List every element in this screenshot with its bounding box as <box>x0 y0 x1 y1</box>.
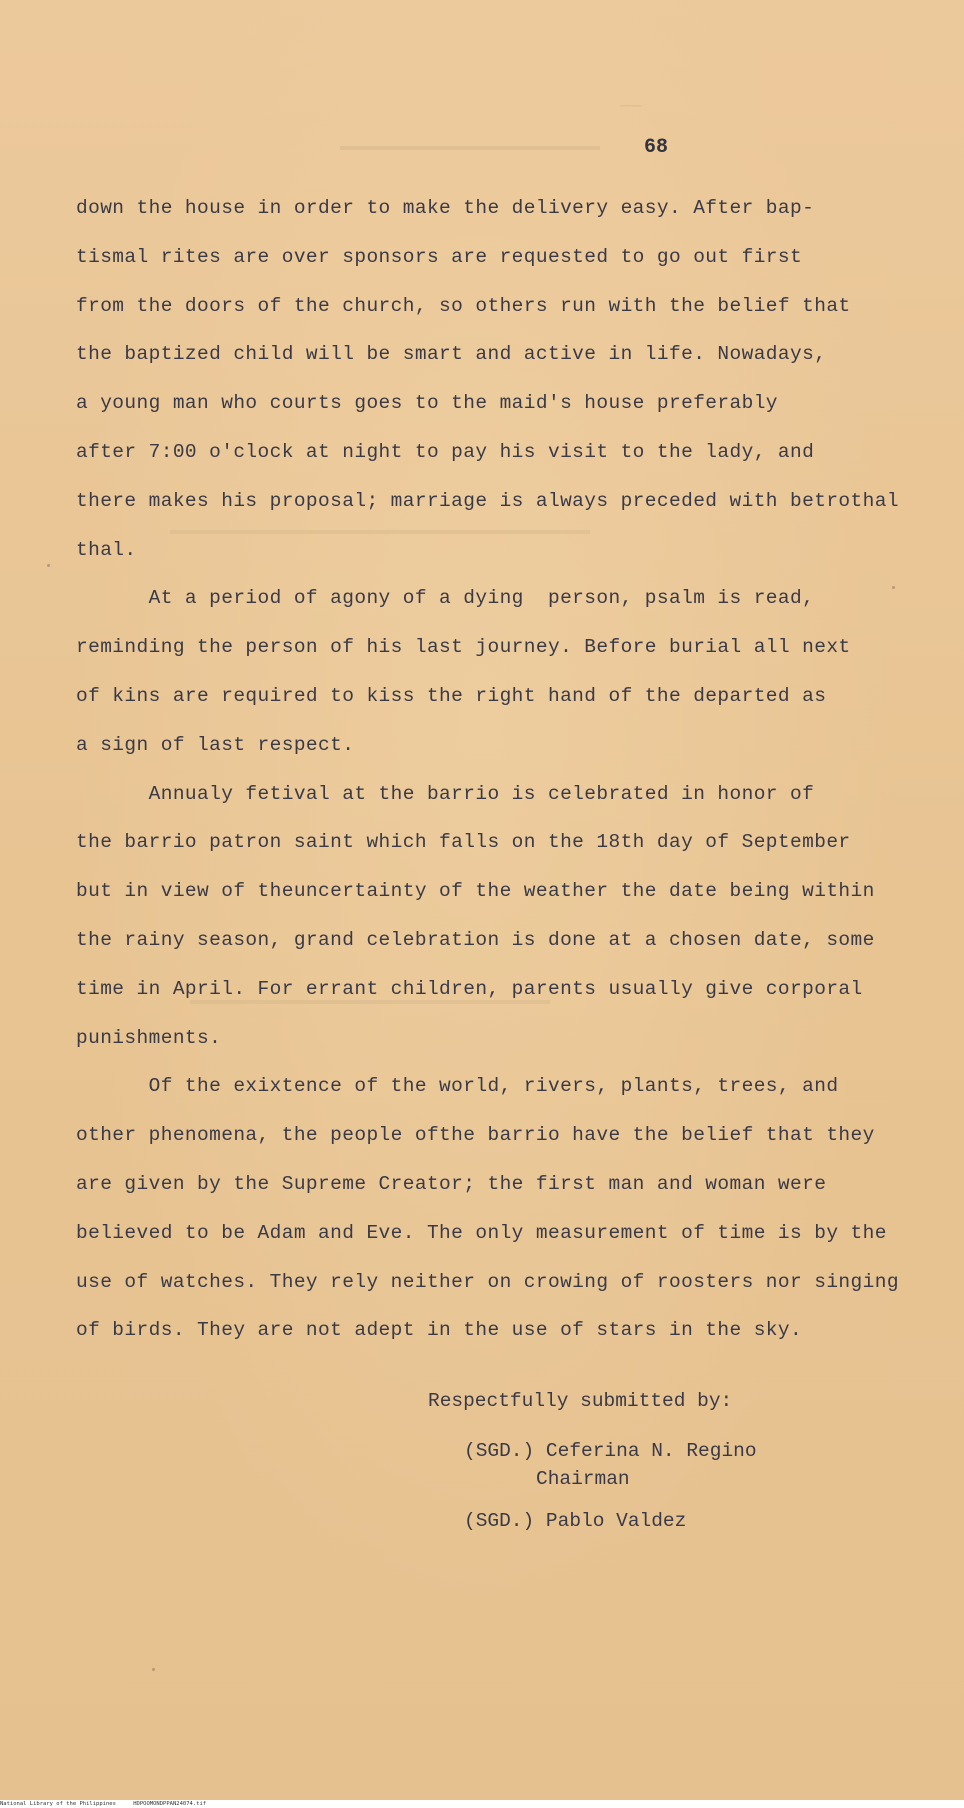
text-line: use of watches. They rely neither on crowing of roosters nor singing <box>76 1270 899 1293</box>
text-line: punishments. <box>76 1026 222 1049</box>
text-line: At a period of agony of a dying person, psalm is read, <box>76 587 815 610</box>
text-line: a sign of last respect. <box>76 733 355 756</box>
text-line: are given by the Supreme Creator; the first man and woman were <box>76 1172 827 1195</box>
text-line: down the house in order to make the delivery easy. After bap- <box>76 197 815 219</box>
text-line: after 7:00 o'clock at night to pay his visit to the lady, and <box>76 440 815 463</box>
signer-1-title: Chairman <box>536 1468 630 1490</box>
footer-library: National Library of the Philippines <box>0 1801 116 1807</box>
text-line: from the doors of the church, so others run with the belief that <box>76 294 851 317</box>
bleed-through-decoration <box>340 146 600 150</box>
text-line: time in April. For errant children, parents usually give corporal <box>76 977 863 1000</box>
text-line: thal. <box>76 538 137 561</box>
speck-decoration <box>152 1668 155 1671</box>
text-line: the barrio patron saint which falls on the 18th day of September <box>76 831 851 854</box>
body-text <box>76 184 906 1355</box>
text-line: the rainy season, grand celebration is done at a chosen date, some <box>76 928 875 951</box>
text-line: believed to be Adam and Eve. The only measurement of time is by the <box>76 1221 887 1244</box>
text-line: there makes his proposal; marriage is always preceded with betrothal <box>76 489 899 512</box>
text-line: reminding the person of his last journey. Before burial all next <box>76 636 851 659</box>
text-line: the baptized child will be smart and active in life. Nowadays, <box>76 343 827 366</box>
bleed-through-decoration: ── <box>620 98 643 117</box>
speck-decoration <box>47 564 50 567</box>
text-line: a young man who courts goes to the maid's house preferably <box>76 392 778 415</box>
signer-2: (SGD.) Pablo Valdez <box>464 1510 687 1532</box>
text-line: other phenomena, the people ofthe barrio have the belief that they <box>76 1124 875 1147</box>
scan-footer <box>0 1800 964 1808</box>
page-number: 68 <box>644 136 669 159</box>
submitted-by-line: Respectfully submitted by: <box>428 1390 733 1412</box>
text-line: but in view of theuncertainty of the weather the date being within <box>76 880 875 903</box>
signer-1: (SGD.) Ceferina N. Regino <box>464 1440 757 1462</box>
text-line: Of the exixtence of the world, rivers, plants, trees, and <box>76 1075 839 1098</box>
footer-file-id: HDPOOMONDPPAN24074.tif <box>133 1801 207 1807</box>
text-line: of kins are required to kiss the right hand of the departed as <box>76 684 827 707</box>
text-line: tismal rites are over sponsors are requested to go out first <box>76 245 803 268</box>
text-line: Annualy fetival at the barrio is celebrated in honor of <box>76 782 815 805</box>
text-line: of birds. They are not adept in the use of stars in the sky. <box>76 1319 803 1342</box>
